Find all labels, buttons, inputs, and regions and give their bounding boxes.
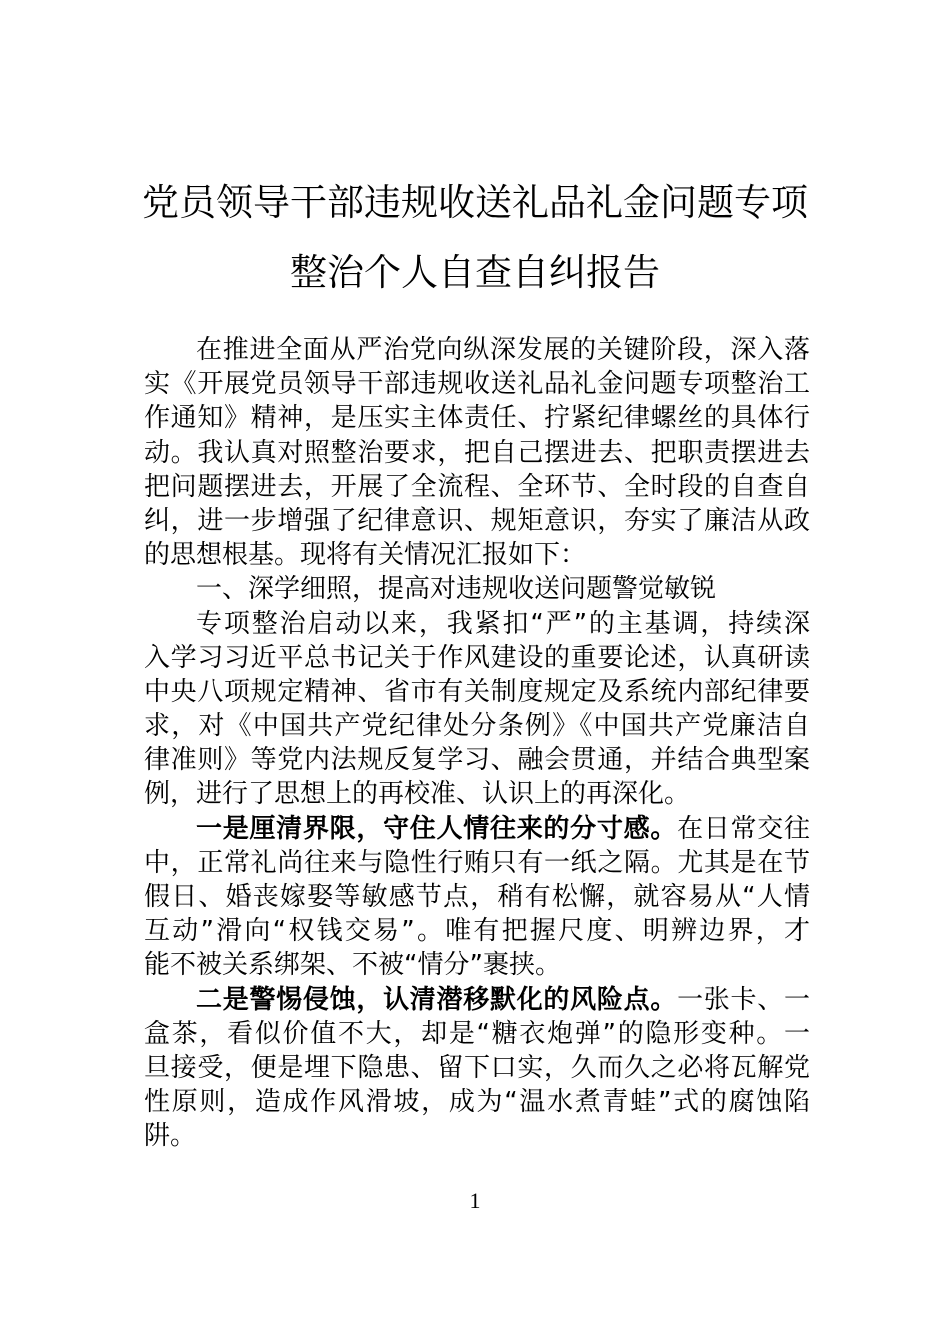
text-line: 盒茶，看似价值不大，却是“糖衣炮弹”的隐形变种。一 <box>144 1018 810 1049</box>
document-body <box>144 333 810 1154</box>
point-text: 一张卡、一 <box>677 984 810 1015</box>
text-line: 入学习习近平总书记关于作风建设的重要论述，认真研读 <box>144 642 810 673</box>
text-line: 阱。 <box>144 1121 197 1152</box>
text-line: 性原则，造成作风滑坡，成为“温水煮青蛙”式的腐蚀陷 <box>144 1087 810 1118</box>
text-line: 求，对《中国共产党纪律处分条例》《中国共产党廉洁自 <box>144 711 810 742</box>
text-line: 专项整治启动以来，我紧扣“严”的主基调，持续深 <box>196 608 810 639</box>
text-line: 律准则》等党内法规反复学习、融会贯通，并结合典型案 <box>144 745 810 776</box>
title-line: 整治个人自查自纠报告 <box>290 251 660 294</box>
page-number: 1 <box>469 1188 481 1213</box>
document-title <box>140 168 810 308</box>
text-line: 动。我认真对照整治要求，把自己摆进去、把职责摆进去 <box>144 437 810 468</box>
text-line <box>144 983 810 1017</box>
text-line: 纠，进一步增强了纪律意识、规矩意识，夯实了廉洁从政 <box>144 505 810 536</box>
intro-paragraph <box>144 333 810 572</box>
text-line: 作通知》精神，是压实主体责任、拧紧纪律螺丝的具体行 <box>144 403 810 434</box>
text-line: 假日、婚丧嫁娶等敏感节点，稍有松懈，就容易从“人情 <box>144 882 810 912</box>
text-line: 例，进行了思想上的再校准、认识上的再深化。 <box>144 779 691 810</box>
section1-paragraph <box>144 607 810 812</box>
point-lead: 二是警惕侵蚀，认清潜移默化的风险点。 <box>196 984 678 1015</box>
point-lead: 一是厘清界限，守住人情往来的分寸感。 <box>196 813 678 844</box>
text-line: 在推进全面从严治党向纵深发展的关键阶段，深入落 <box>196 335 810 365</box>
text-line: 中央八项规定精神、省市有关制度规定及系统内部纪律要 <box>144 676 810 707</box>
text-line: 中，正常礼尚往来与隐性行贿只有一纸之隔。尤其是在节 <box>144 847 810 878</box>
point-text: 在日常交往 <box>677 813 810 844</box>
text-line: 的思想根基。现将有关情况汇报如下： <box>144 540 587 571</box>
text-line: 能不被关系绑架、不被“情分”裹挟。 <box>144 950 561 981</box>
text-line: 把问题摆进去，开展了全流程、全环节、全时段的自查自 <box>144 471 810 502</box>
section-heading: 一、深学细照，提高对违规收送问题警觉敏锐 <box>196 574 717 605</box>
text-line: 互动”滑向“权钱交易”。唯有把握尺度、明辨边界，才 <box>144 916 810 947</box>
text-line: 旦接受，便是埋下隐患、留下口实，久而久之必将瓦解党 <box>144 1052 810 1083</box>
text-line <box>144 812 810 846</box>
text-line: 实《开展党员领导干部违规收送礼品礼金问题专项整治工 <box>144 369 810 400</box>
point2-paragraph <box>144 983 810 1154</box>
title-line: 党员领导干部违规收送礼品礼金问题专项 <box>142 181 808 224</box>
point1-paragraph <box>144 812 810 983</box>
